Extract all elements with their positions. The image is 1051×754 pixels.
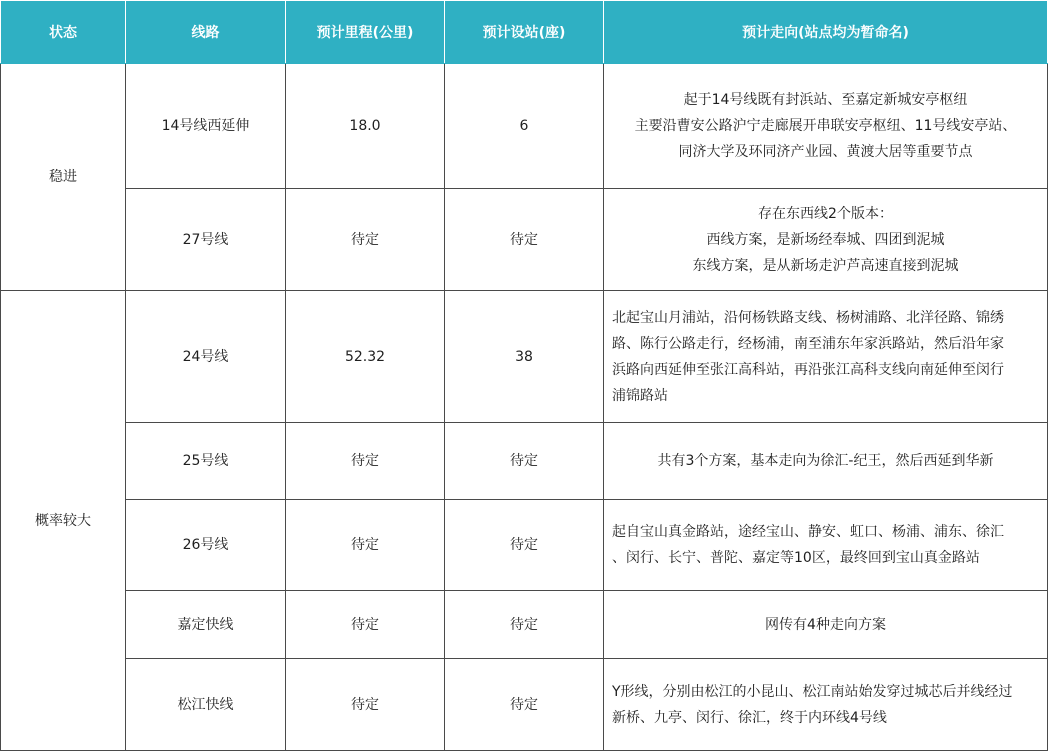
direction-line: 起于14号线既有封浜站、至嘉定新城安亭枢纽	[683, 92, 968, 108]
stations-cell: 38	[445, 291, 604, 423]
table-row	[1, 423, 1048, 500]
direction-line: 东线方案，是从新场走沪芦高速直接到泥城	[692, 257, 959, 274]
header-stations: 预计设站(座)	[445, 1, 604, 64]
direction-line: 西线方案，是新场经奉城、四团到泥城	[706, 231, 945, 248]
length-cell: 待定	[286, 659, 445, 751]
direction-line: 新桥、九亭、闵行、徐汇，终于内环线4号线	[612, 709, 887, 726]
length-cell: 52.32	[286, 291, 445, 423]
direction-cell	[604, 591, 1048, 659]
direction-line: 共有3个方案，基本走向为徐汇-纪王，然后西延到华新	[657, 453, 994, 469]
table-row	[1, 64, 1048, 189]
stations-cell: 待定	[445, 189, 604, 291]
direction-line: 同济大学及环同济产业园、黄渡大居等重要节点	[678, 144, 973, 160]
stations-cell: 待定	[445, 659, 604, 751]
length-cell: 待定	[286, 423, 445, 500]
stations-cell: 6	[445, 64, 604, 189]
table-row	[1, 500, 1048, 591]
length-cell: 待定	[286, 189, 445, 291]
direction-cell	[604, 500, 1048, 591]
direction-line: 、闵行、长宁、普陀、嘉定等10区，最终回到宝山真金路站	[612, 550, 980, 566]
direction-line: 主要沿曹安公路沪宁走廊展开串联安亭枢纽、11号线安亭站、	[634, 118, 1017, 134]
status-cell: 稳进	[1, 64, 126, 291]
route-cell: 14号线西延伸	[126, 64, 286, 189]
header-length: 预计里程(公里)	[286, 1, 445, 64]
direction-line: 浜路向西延伸至张江高科站，再沿张江高科支线向南延伸至闵行	[612, 361, 1004, 378]
direction-line: 起自宝山真金路站，途经宝山、静安、虹口、杨浦、浦东、徐汇	[612, 524, 1004, 540]
route-cell: 松江快线	[126, 659, 286, 751]
stations-cell: 待定	[445, 591, 604, 659]
route-cell: 嘉定快线	[126, 591, 286, 659]
length-cell: 待定	[286, 500, 445, 591]
header-status: 状态	[1, 1, 126, 64]
direction-cell	[604, 64, 1048, 189]
direction-cell	[604, 189, 1048, 291]
stations-cell: 待定	[445, 500, 604, 591]
stations-cell: 待定	[445, 423, 604, 500]
route-cell: 26号线	[126, 500, 286, 591]
route-cell: 24号线	[126, 291, 286, 423]
table-row	[1, 659, 1048, 751]
route-cell: 25号线	[126, 423, 286, 500]
header-direction: 预计走向(站点均为暂命名)	[604, 1, 1048, 64]
direction-cell	[604, 659, 1048, 751]
direction-line: 存在东西线2个版本：	[758, 205, 893, 222]
table-row	[1, 591, 1048, 659]
direction-line: 浦锦路站	[612, 387, 668, 404]
header-row	[1, 1, 1048, 64]
direction-line: 北起宝山月浦站，沿何杨铁路支线、杨树浦路、北洋径路、锦绣	[612, 309, 1004, 326]
length-cell: 待定	[286, 591, 445, 659]
table-row	[1, 291, 1048, 423]
status-cell: 概率较大	[1, 291, 126, 751]
direction-line: Y形线，分别由松江的小昆山、松江南站始发穿过城芯后并线经过	[612, 683, 1013, 700]
length-cell: 18.0	[286, 64, 445, 189]
direction-cell	[604, 291, 1048, 423]
direction-line: 路、陈行公路走行，经杨浦，南至浦东年家浜路站，然后沿年家	[612, 335, 1004, 352]
table-row	[1, 189, 1048, 291]
direction-line: 网传有4种走向方案	[765, 616, 886, 633]
route-cell: 27号线	[126, 189, 286, 291]
direction-cell	[604, 423, 1048, 500]
header-route: 线路	[126, 1, 286, 64]
